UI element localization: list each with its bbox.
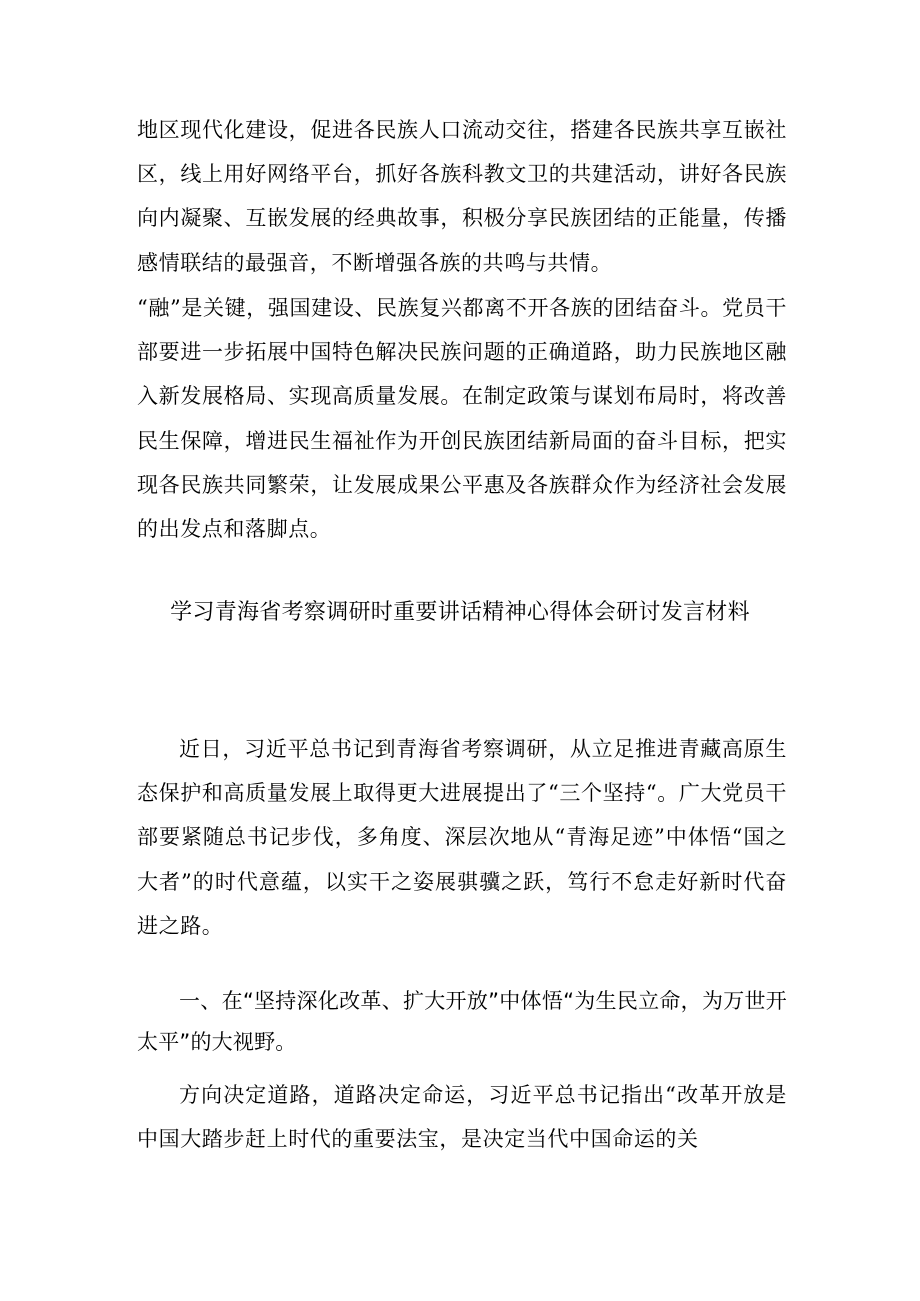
body-paragraph-direction: 方向决定道路，道路决定命运，习近平总书记指出“改革开放是中国大踏步赶上时代的重要法宝，是决定当代中国命运的关 [137,1083,787,1152]
body-paragraph-intro: 近日，习近平总书记到青海省考察调研，从立足推进青藏高原生态保护和高质量发展上取得更大进展提出了“三个坚持“。广大党员干部要紧随总书记步伐，多角度、深层次地从“青海足迹”中体悟“国之大者”的时代意蕴，以实干之姿展骐骥之跃，笃行不怠走好新时代奋进之路。 [137,737,787,938]
body-paragraph-rong: “融”是关键，强国建设、民族复兴都离不开各族的团结奋斗。党员干部要进一步拓展中国特色解决民族问题的正确道路，助力民族地区融入新发展格局、实现高质量发展。在制定政策与谋划布局时，将改善民生保障，增进民生福祉作为开创民族团结新局面的奋斗目标，把实现各民族共同繁荣，让发展成果公平惠及各族群众作为经济社会发展的出发点和落脚点。 [137,296,787,542]
section-heading-one: 一、在“坚持深化改革、扩大开放”中体悟“为生民立命，为万世开太平”的大视野。 [137,989,787,1054]
document-title: 学习青海省考察调研时重要讲话精神心得体会研讨发言材料 [170,600,750,625]
body-paragraph-continued: 地区现代化建设，促进各民族人口流动交往，搭建各民族共享互嵌社区，线上用好网络平台，抓好各族科教文卫的共建活动，讲好各民族向内凝聚、互嵌发展的经典故事，积极分享民族团结的正能量，传播感情联结的最强音，不断增强各族的共鸣与共情。 [137,118,787,275]
